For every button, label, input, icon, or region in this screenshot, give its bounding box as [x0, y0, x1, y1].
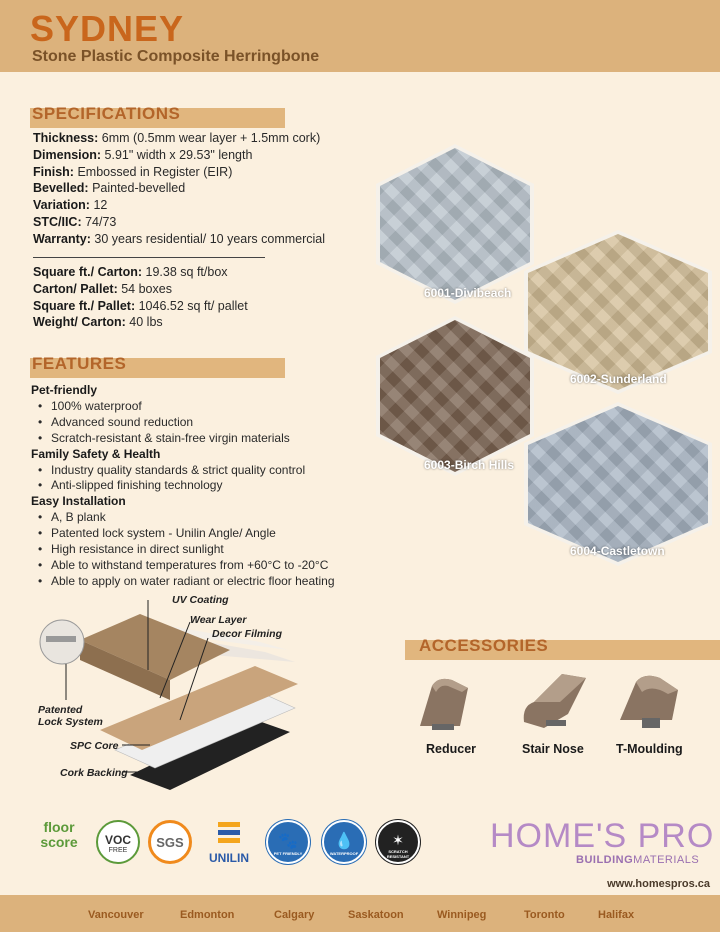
- feature-group-title: Easy Installation: [31, 494, 126, 509]
- packaging-list: [33, 264, 248, 331]
- feature-item: • 100% waterproof: [31, 399, 335, 415]
- specifications-heading: SPECIFICATIONS: [32, 104, 181, 123]
- features-heading-bar: [30, 354, 285, 378]
- footer-bar: [0, 895, 720, 932]
- swatch-texture: [528, 406, 708, 562]
- paw-icon: 🐾: [278, 833, 298, 850]
- feature-item: • High resistance in direct sunlight: [31, 542, 335, 558]
- swatch-texture: [528, 234, 708, 390]
- decor-filming-label: Decor Filming: [212, 628, 283, 640]
- swatch-label: 6003-Birch Hills: [424, 458, 515, 472]
- reducer-label: Reducer: [426, 742, 477, 756]
- unilin-icon: [204, 820, 254, 846]
- spec-row: Warranty: 30 years residential/ 10 years commercial: [33, 231, 326, 246]
- reducer-image: [412, 668, 492, 738]
- cork-backing-label: Cork Backing: [60, 767, 128, 779]
- stair-nose-label: Stair Nose: [522, 742, 584, 756]
- city-toronto: Toronto: [524, 909, 565, 921]
- feature-item: • Patented lock system - Unilin Angle/ Angle: [31, 526, 335, 542]
- swatch-hexagon: [376, 144, 534, 304]
- waterproof-text: WATERPROOF: [329, 851, 359, 856]
- waterproof-badge: [322, 820, 366, 864]
- spec-row: Variation: 12: [33, 198, 108, 213]
- voc-sub-text: FREE: [108, 847, 128, 854]
- packaging-row: Square ft./ Carton: 19.38 sq ft/box: [33, 265, 228, 279]
- feature-item: • Able to apply on water radiant or electric floor heating: [31, 574, 335, 590]
- sgs-text: SGS: [156, 835, 184, 850]
- city-edmonton: Edmonton: [180, 909, 235, 921]
- feature-item: • Anti-slipped finishing technology: [31, 478, 335, 494]
- specifications-heading-bar: [30, 104, 285, 128]
- swatch-hexagon: [376, 316, 534, 476]
- city-halifax: Halifax: [598, 909, 635, 921]
- feature-group-title: Pet-friendly: [31, 383, 98, 397]
- wear-layer-label: Wear Layer: [190, 614, 247, 626]
- feature-item: • Able to withstand temperatures from +60°C to -20°C: [31, 558, 335, 574]
- header-banner: [0, 0, 720, 72]
- city-winnipeg: Winnipeg: [437, 909, 487, 921]
- voc-badge: [96, 820, 140, 864]
- features-heading: FEATURES: [32, 354, 127, 373]
- water-drop-icon: 💧: [334, 833, 354, 850]
- spec-row: Finish: Embossed in Register (EIR): [33, 164, 233, 179]
- accessories-heading: ACCESSORIES: [419, 636, 549, 655]
- uv-coating-label: UV Coating: [172, 594, 229, 606]
- product-subtitle: Stone Plastic Composite Herringbone: [32, 48, 320, 65]
- layer-diagram: [30, 590, 330, 790]
- logo-main-text: HOME'S PRO: [490, 817, 715, 855]
- scratch-resistant-text: SCRATCH RESISTANT: [386, 849, 410, 859]
- website-link[interactable]: www.homespros.ca: [607, 878, 710, 890]
- packaging-row: Square ft./ Pallet: 1046.52 sq ft/ pallet: [33, 298, 248, 313]
- swatch-hexagon: [524, 230, 712, 394]
- stair-nose-image: [516, 668, 596, 738]
- product-title: SYDNEY: [30, 8, 185, 49]
- t-moulding-image: [614, 668, 694, 738]
- spec-row: Thickness: 6mm (0.5mm wear layer + 1.5mm cork): [33, 131, 321, 145]
- feature-group-title: Family Safety & Health: [31, 446, 161, 461]
- swatch-hexagon: [524, 402, 712, 566]
- pet-friendly-text: PET FRIENDLY: [273, 851, 303, 856]
- lock-system-label: Patented Lock System: [38, 704, 103, 728]
- scratch-resistant-badge: [376, 820, 420, 864]
- feature-item: • Industry quality standards & strict quality control: [31, 463, 335, 479]
- city-saskatoon: Saskatoon: [348, 909, 404, 921]
- scratch-icon: ✶: [392, 832, 404, 848]
- spec-divider: [33, 257, 265, 258]
- swatch-label: 6004-Castletown: [570, 544, 665, 558]
- spc-core-label: SPC Core: [70, 740, 119, 752]
- swatch-label: 6001-Divibeach: [424, 286, 512, 300]
- floorscore-badge: [34, 820, 84, 864]
- pet-friendly-badge: [266, 820, 310, 864]
- t-moulding-label: T-Moulding: [616, 742, 683, 756]
- packaging-row: Weight/ Carton: 40 lbs: [33, 315, 163, 330]
- spec-list: [33, 130, 325, 248]
- unilin-text: UNILIN: [209, 851, 249, 865]
- feature-item: • A, B plank: [31, 510, 335, 526]
- accessories-heading-bar: [405, 636, 720, 660]
- swatch-label: 6002-Sunderland: [570, 372, 667, 386]
- layer-diagram-graphic: [30, 590, 330, 790]
- spec-row: Bevelled: Painted-bevelled: [33, 181, 186, 196]
- lock-inset-detail: [46, 636, 76, 642]
- homes-pro-logo: [490, 818, 714, 866]
- features-list: [31, 383, 335, 590]
- spec-row: Dimension: 5.91" width x 29.53" length: [33, 147, 253, 162]
- sgs-badge: [148, 820, 192, 864]
- feature-item: • Scratch-resistant & stain-free virgin materials: [31, 431, 335, 447]
- voc-text: VOC: [104, 833, 131, 847]
- feature-item: • Advanced sound reduction: [31, 415, 335, 431]
- city-vancouver: Vancouver: [88, 909, 144, 921]
- spec-row: STC/IIC: 74/73: [33, 214, 117, 229]
- logo-sub: BUILDINGMATERIALS: [576, 854, 700, 866]
- unilin-badge: [204, 820, 254, 864]
- city-calgary: Calgary: [274, 909, 315, 921]
- floorscore-text: floor score: [40, 819, 78, 850]
- packaging-row: Carton/ Pallet: 54 boxes: [33, 281, 172, 296]
